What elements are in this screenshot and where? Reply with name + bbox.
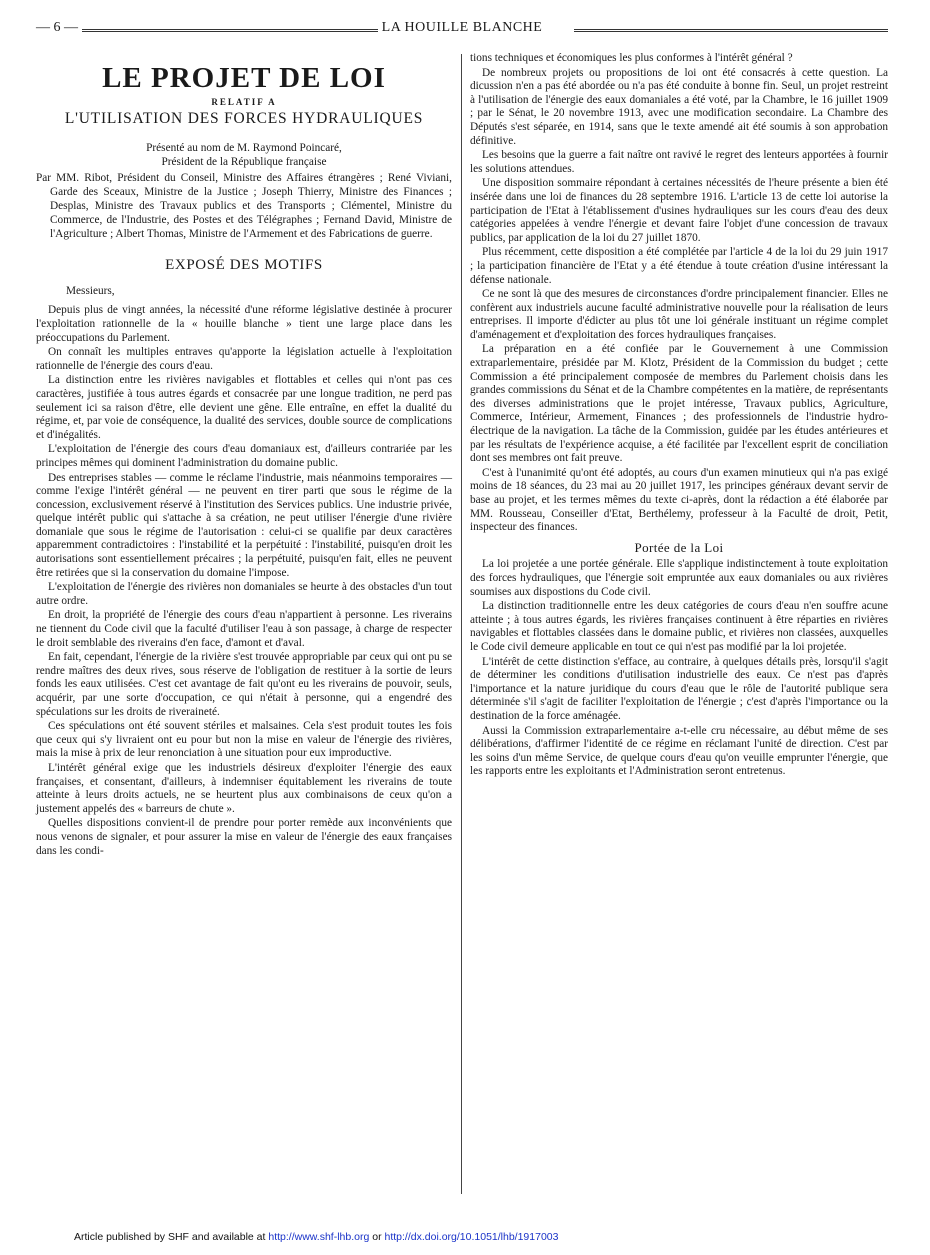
paragraph: Ces spéculations ont été souvent stériles et malsaines. Cela s'est produit toutes les fois que ceux qui s'y livraient ont eu pour but non la mise en valeur de l'énergie des rivières, mais la mise à prix de leur renonciation à une situation pour eux improductive.: [36, 720, 452, 760]
paragraph: Une disposition sommaire répondant à certaines nécessités de l'heure présente a bien été insérée dans une loi de finances du 28 septembre 1916. L'article 13 de cette loi autorise la participation de l'Etat à l'établissement d'usines hydrauliques sur les cours d'eau des deux catégories appelées à vendre l'énergie et devant faire l'objet d'une concession de travaux publics, par application de la loi du 27 juillet 1870.: [470, 177, 888, 244]
paragraph: La distinction traditionnelle entre les deux catégories de cours d'eau n'en souffre acune atteinte ; à tous autres égards, les rivières françaises continuent à être réparties en rivières navigables et flottables classées dans le domaine public, et rivières non classées, auxquelles le Code civil demeure applicable en tout ce qui n'est pas modifié par la loi projetée.: [470, 600, 888, 653]
paragraph: La loi projetée a une portée générale. Elle s'applique indistinctement à toute exploitation des forces hydrauliques, que l'énergie soit empruntée aux eaux domaniales ou aux rivières soumises aux dispostions du Code civil.: [470, 558, 888, 598]
paragraph: En fait, cependant, l'énergie de la rivière s'est trouvée appropriable par ceux qui ont pu se rendre maîtres des deux rives, sous réserve de l'obligation de restituer à la sortie de leurs fonds les eaux utilisées. C'est cet avantage de fait qu'ont eu les riverains de pouvoir, seuls, acquérir, par une sorte d'occupation, ce qui n'était à personne, qui a engendré des spéculations sur les droits de riveraineté.: [36, 651, 452, 718]
presented-by-line: Présenté au nom de M. Raymond Poincaré,: [146, 142, 342, 155]
page-header: [36, 18, 888, 38]
paragraph: tions techniques et économiques les plus conformes à l'intérêt général ?: [470, 52, 793, 64]
paragraph: Quelles dispositions convient-il de prendre pour porter remède aux inconvénients que nous venons de signaler, et pour assurer la mise en valeur de l'énergie des eaux françaises dans les condi-: [36, 817, 452, 857]
paragraph: Plus récemment, cette disposition a été complétée par l'article 4 de la loi du 29 juin 1917 ; la participation financière de l'Etat y a été étendue à toute création d'usine intéressant la défense nationale.: [470, 246, 888, 286]
paragraph: De nombreux projets ou propositions de loi ont été consacrés à cette question. La dicussion n'en a pas été abordée ou n'a pas été conduite à bonne fin. Seul, un projet restreint à l'utilisation de l'énergie des eaux domaniales a été voté, par la Chambre, le 16 juillet 1909 ; par le Sénat, le 20 novembre 1913, avec une modification secondaire. La Chambre des Députés s'est séparée, en 1914, sans que le texte amendé ait été soumis à son approbation définitive.: [470, 66, 888, 147]
paragraph: La préparation en a été confiée par le Gouvernement à une Commission extraparlementaire, présidée par M. Klotz, Président de la Commission du budget ; cette Commission a été principalement composée de membres du Parlement choisis dans les grandes commissions du Sénat et de la Chambre compétentes en la matière, de représentants des diverses administrations que le projet intéresse, Travaux publics, Agriculture, Commerce, Intérieur, Armement, Finances ; des professionnels de l'industrie hydro-électrique de la navigation. La tâche de la Commission, guidée par les études antérieures et par les résultats de l'expérience acquise, a été facilitée par l'excellent esprit de conciliation dont ses membres ont fait preuve.: [470, 343, 888, 465]
footer-text-or: or: [369, 1231, 385, 1243]
publication-footer: [74, 1231, 558, 1243]
section-heading-expose: EXPOSÉ DES MOTIFS: [165, 257, 323, 274]
footer-link-doi[interactable]: http://dx.doi.org/10.1051/lhb/1917003: [384, 1231, 559, 1243]
journal-title: LA HOUILLE BLANCHE: [36, 20, 888, 36]
presented-by-role: Président de la République française: [161, 156, 327, 169]
paragraph: C'est à l'unanimité qu'ont été adoptés, au cours d'un examen minutieux qui n'a pas exigé moins de 18 séances, du 23 mai au 20 juillet 1917, les principes généraux devant servir de base au projet, et les termes mêmes du texte ci-après, dont la rédaction a été élaborée par MM. Rousseau, Conseiller d'Etat, Berthélemy, professeur à la Faculté de droit, Petit, inspecteur des finances.: [470, 466, 888, 534]
paragraph: L'exploitation de l'énergie des rivières non domaniales se heurte à des obstacles d'un tout autre ordre.: [36, 581, 452, 607]
article-relatif: RELATIF A: [211, 97, 277, 107]
column-divider: [461, 54, 462, 1194]
footer-link-shf[interactable]: http://www.shf-lhb.org: [268, 1231, 370, 1243]
article-subtitle: L'UTILISATION DES FORCES HYDRAULIQUES: [64, 109, 424, 127]
paragraph: Depuis plus de vingt années, la nécessité d'une réforme législative destinée à procurer l'exploitation rationnelle de la « houille blanche » tient une large place dans les préoccupations du Parlement.: [36, 304, 452, 344]
article-title: LE PROJET DE LOI: [102, 62, 386, 94]
section-heading-portee: Portée de la Loi: [634, 539, 724, 555]
left-column: [36, 48, 452, 859]
paragraph: Des entreprises stables — comme le réclame l'industrie, mais néanmoins temporaires — comme l'exige l'intérêt général — ne peuvent en tirer parti que sous le régime de la concession, exclusivement réservé à l'institution des Services publics. Une industrie privée, quelque intérêt public qui s'attache à sa création, ne peut utiliser l'énergie d'une rivière domaniale que sous le régime de l'autorisation : celui-ci se qualifie par deux caractères apparemment contradictoires : l'instabilité et la perpétuité : l'instabilité, puisqu'en droit les autorisations sont essentiellement précaires ; la perpétuité, puisqu'en fait, elles ne peuvent être retirées que si la conservation du domaine l'impose.: [36, 471, 452, 579]
paragraph: La distinction entre les rivières navigables et flottables et celles qui n'ont pas ces caractères, justifiée à tous autres égards et consacrée par une longue tradition, ne perd pas seulement ici sa raison d'être, elle devient une gêne. Elle entraîne, en effet la dualité du régime, et, par voie de conséquence, la dualité des services, double source de complications et d'inégalités.: [36, 374, 452, 441]
right-column: [470, 52, 888, 780]
paragraph: En droit, la propriété de l'énergie des cours d'eau n'appartient à personne. Les riverains ne tiennent du Code civil que la faculté d'utiliser l'eau à son passage, à charge de respecter le droit semblable des riverains d'en face, d'amont et d'aval.: [36, 609, 452, 649]
paragraph: Ce ne sont là que des mesures de circonstances d'ordre principalement financier. Elles ne confèrent aux industriels aucune faculté administrative nouvelle pour la réalisation de leurs entreprises. Il importe d'édicter au plus tôt une loi générale instituant un régime complet d'aménagement et d'exploitation des forces hydrauliques françaises.: [470, 288, 888, 341]
paragraph: L'exploitation de l'énergie des cours d'eau domaniaux est, d'ailleurs contrariée par les principes mêmes qui dominent l'administration du domaine public.: [36, 443, 452, 469]
footer-text: Article published by SHF and available at: [74, 1231, 269, 1243]
paragraph: L'intérêt général exige que les industriels désireux d'exploiter l'énergie des eaux françaises, et consentant, d'ailleurs, à indemniser équitablement les riverains de toute atteinte à leurs droits actuels, ne se heurtent plus aux combinaisons de ceux qu'on a justement appelés des « barreurs de chute ».: [36, 761, 452, 815]
paragraph: Les besoins que la guerre a fait naître ont ravivé le regret des lenteurs apportées à fournir les solutions attendues.: [470, 149, 888, 175]
page-number: — 6 —: [36, 20, 82, 36]
salutation: Messieurs,: [66, 284, 115, 297]
ministers-list: Par MM. Ribot, Président du Conseil, Ministre des Affaires étrangères ; René Viviani, Garde des Sceaux, Ministre de la Justice ; Joseph Thierry, Ministre des Finances ; Desplas, Ministre des Travaux publics et des Transports ; Clémentel, Ministre du Commerce, de l'Industrie, des Postes et des Télégraphes ; Fernand David, Ministre de l'Agriculture ; Albert Thomas, Ministre de l'Armement et des Fabrications de guerre.: [36, 172, 452, 241]
paragraph: On connaît les multiples entraves qu'apporte la législation actuelle à l'exploitation rationnelle de l'énergie des cours d'eau.: [36, 346, 452, 372]
paragraph: L'intérêt de cette distinction s'efface, au contraire, à quelques détails près, lorsqu'il s'agit de déterminer les conditions d'utilisation industrielle des eaux. Ce n'est pas d'après l'importance et la nature juridique du cours d'eau que le rôle de l'autorité publique sera déterminée s'il s'agit de faciliter l'exploitation de l'énergie ; c'est d'après l'importance ou la destination de la force aménagée.: [470, 655, 888, 722]
paragraph: Aussi la Commission extraparlementaire a-t-elle cru nécessaire, au début même de ses délibérations, d'affirmer l'identité de ce régime en réclamant l'unité de direction. C'est par les soins d'un même Service, de quelque cours d'eau qu'on veuille emprunter l'énergie, que les rapports entre les exploitants et l'Administration seront entretenus.: [470, 724, 888, 778]
